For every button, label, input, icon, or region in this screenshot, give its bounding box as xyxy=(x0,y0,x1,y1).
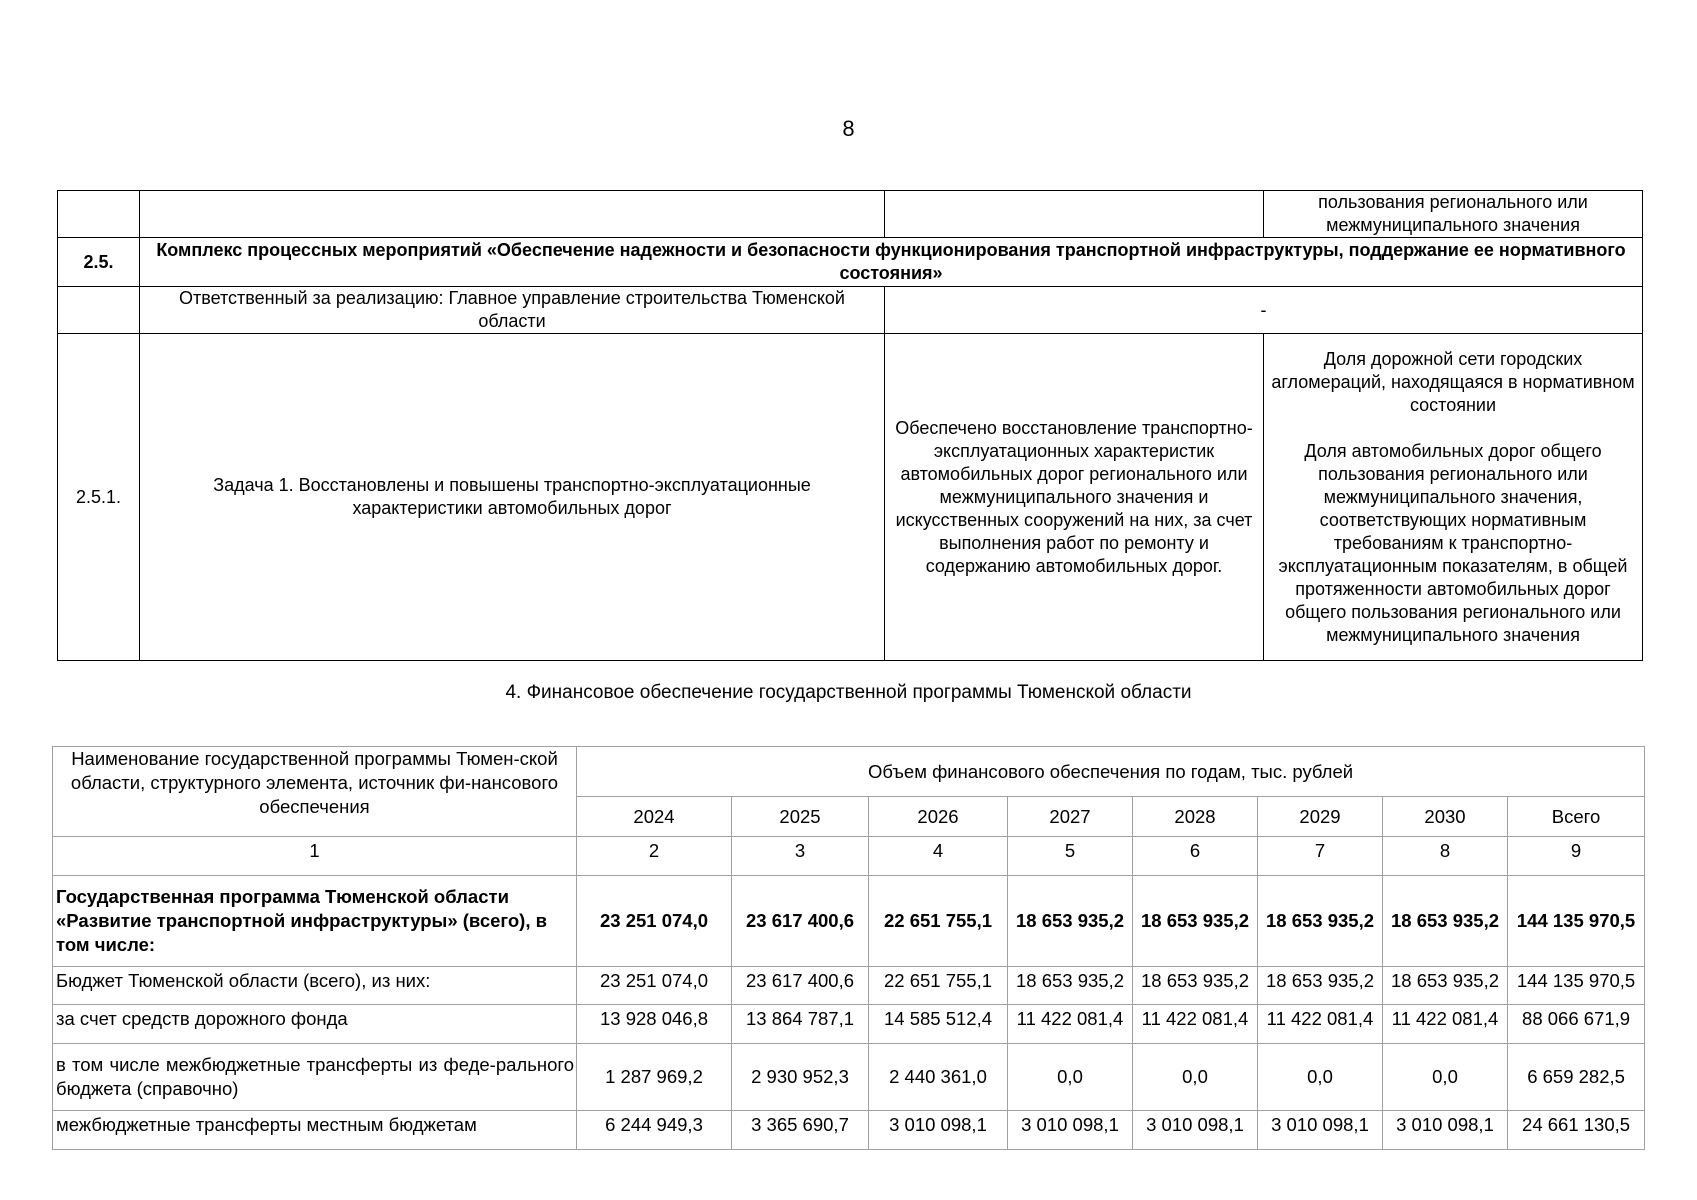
column-number: 7 xyxy=(1258,837,1383,876)
row-name: Бюджет Тюменской области (всего), из них: xyxy=(53,967,577,1005)
value-cell: 11 422 081,4 xyxy=(1383,1005,1508,1044)
value-cell: 0,0 xyxy=(1383,1044,1508,1111)
value-cell: 6 659 282,5 xyxy=(1508,1044,1645,1111)
table-cell xyxy=(140,191,885,238)
year-cell: 2025 xyxy=(732,797,869,837)
row-name: в том числе межбюджетные трансферты из феде-рального бюджета (справочно) xyxy=(53,1044,577,1111)
year-cell: 2024 xyxy=(577,797,732,837)
value-cell: 1 287 969,2 xyxy=(577,1044,732,1111)
value-cell: 13 864 787,1 xyxy=(732,1005,869,1044)
table-cell xyxy=(885,191,1264,238)
value-cell: 18 653 935,2 xyxy=(1258,876,1383,967)
column-number: 1 xyxy=(53,837,577,876)
column-number-row xyxy=(53,837,1645,876)
value-cell: 14 585 512,4 xyxy=(869,1005,1008,1044)
section-number: 2.5. xyxy=(58,238,140,287)
value-cell: 88 066 671,9 xyxy=(1508,1005,1645,1044)
value-cell: 23 617 400,6 xyxy=(732,876,869,967)
task-result: Обеспечено восстановление транспортно-эксплуатационных характеристик автомобильных дорог регионального или межмуниципального значения и искусственных сооружений на них, за счет выполнения работ по ремонту и содержанию автомобильных дорог. xyxy=(885,334,1264,661)
task-number: 2.5.1. xyxy=(58,334,140,661)
value-cell: 2 440 361,0 xyxy=(869,1044,1008,1111)
value-cell: 0,0 xyxy=(1008,1044,1133,1111)
value-cell: 23 251 074,0 xyxy=(577,876,732,967)
column-number: 6 xyxy=(1133,837,1258,876)
header-name: Наименование государственной программы Тюмен-ской области, структурного элемента, источник фи-нансового обеспечения xyxy=(53,747,577,837)
value-cell: 23 617 400,6 xyxy=(732,967,869,1005)
row-name: Государственная программа Тюменской области «Развитие транспортной инфраструктуры» (всего), в том числе: xyxy=(53,876,577,967)
value-cell: 18 653 935,2 xyxy=(1133,967,1258,1005)
table-row xyxy=(53,1044,1645,1111)
table-row xyxy=(58,191,1643,238)
value-cell: 18 653 935,2 xyxy=(1008,967,1133,1005)
column-number: 2 xyxy=(577,837,732,876)
value-cell: 13 928 046,8 xyxy=(577,1005,732,1044)
activities-table xyxy=(57,190,1643,661)
section-heading: 4. Финансовое обеспечение государственной программы Тюменской области xyxy=(505,682,1192,703)
value-cell: 23 251 074,0 xyxy=(577,967,732,1005)
year-cell: 2030 xyxy=(1383,797,1508,837)
table-row xyxy=(53,1111,1645,1150)
indicator-2: Доля автомобильных дорог общего пользования регионального или межмуниципального значения, соответствующих нормативным требованиям к транспортно-эксплуатационным показателям, в общей протяженности автомобильных дорог общего пользования регионального или межмуниципального значения xyxy=(1278,440,1628,645)
value-cell: 18 653 935,2 xyxy=(1258,967,1383,1005)
value-cell: 18 653 935,2 xyxy=(1383,967,1508,1005)
value-cell: 18 653 935,2 xyxy=(1133,876,1258,967)
column-number: 9 xyxy=(1508,837,1645,876)
table-cell xyxy=(58,287,140,334)
value-cell: 2 930 952,3 xyxy=(732,1044,869,1111)
table-cell: пользования регионального или межмуниципального значения xyxy=(1264,191,1643,238)
column-number: 3 xyxy=(732,837,869,876)
year-cell: 2028 xyxy=(1133,797,1258,837)
column-number: 4 xyxy=(869,837,1008,876)
table-cell xyxy=(58,191,140,238)
responsible-dash: - xyxy=(885,287,1643,334)
value-cell: 0,0 xyxy=(1133,1044,1258,1111)
header-row xyxy=(53,747,1645,797)
year-cell: Всего xyxy=(1508,797,1645,837)
page-number: 8 xyxy=(842,116,855,141)
year-cell: 2027 xyxy=(1008,797,1133,837)
value-cell: 22 651 755,1 xyxy=(869,967,1008,1005)
section-row xyxy=(58,238,1643,287)
row-name: за счет средств дорожного фонда xyxy=(53,1005,577,1044)
indicator-1: Доля дорожной сети городских агломераций, находящаяся в нормативном состоянии xyxy=(1271,348,1635,415)
value-cell: 22 651 755,1 xyxy=(869,876,1008,967)
value-cell: 3 010 098,1 xyxy=(869,1111,1008,1150)
table-row xyxy=(53,876,1645,967)
value-cell: 3 010 098,1 xyxy=(1133,1111,1258,1150)
value-cell: 144 135 970,5 xyxy=(1508,967,1645,1005)
value-cell: 3 365 690,7 xyxy=(732,1111,869,1150)
year-cell: 2026 xyxy=(869,797,1008,837)
section-title: Комплекс процессных мероприятий «Обеспечение надежности и безопасности функционирования транспортной инфраструктуры, поддержание ее нормативного состояния» xyxy=(140,238,1643,287)
column-number: 8 xyxy=(1383,837,1508,876)
value-cell: 18 653 935,2 xyxy=(1008,876,1133,967)
value-cell: 6 244 949,3 xyxy=(577,1111,732,1150)
responsible-text: Ответственный за реализацию: Главное управление строительства Тюменской области xyxy=(140,287,885,334)
task-text: Задача 1. Восстановлены и повышены транспортно-эксплуатационные характеристики автомобильных дорог xyxy=(140,334,885,661)
value-cell: 0,0 xyxy=(1258,1044,1383,1111)
financing-table xyxy=(52,746,1645,1150)
table-row xyxy=(53,967,1645,1005)
value-cell: 3 010 098,1 xyxy=(1008,1111,1133,1150)
value-cell: 18 653 935,2 xyxy=(1383,876,1508,967)
year-cell: 2029 xyxy=(1258,797,1383,837)
row-name: межбюджетные трансферты местным бюджетам xyxy=(53,1111,577,1150)
responsible-row xyxy=(58,287,1643,334)
task-indicators xyxy=(1264,334,1643,661)
table-row xyxy=(53,1005,1645,1044)
value-cell: 24 661 130,5 xyxy=(1508,1111,1645,1150)
value-cell: 11 422 081,4 xyxy=(1258,1005,1383,1044)
header-volume: Объем финансового обеспечения по годам, тыс. рублей xyxy=(577,747,1645,797)
value-cell: 3 010 098,1 xyxy=(1258,1111,1383,1150)
value-cell: 11 422 081,4 xyxy=(1133,1005,1258,1044)
task-row xyxy=(58,334,1643,661)
value-cell: 144 135 970,5 xyxy=(1508,876,1645,967)
value-cell: 11 422 081,4 xyxy=(1008,1005,1133,1044)
column-number: 5 xyxy=(1008,837,1133,876)
value-cell: 3 010 098,1 xyxy=(1383,1111,1508,1150)
